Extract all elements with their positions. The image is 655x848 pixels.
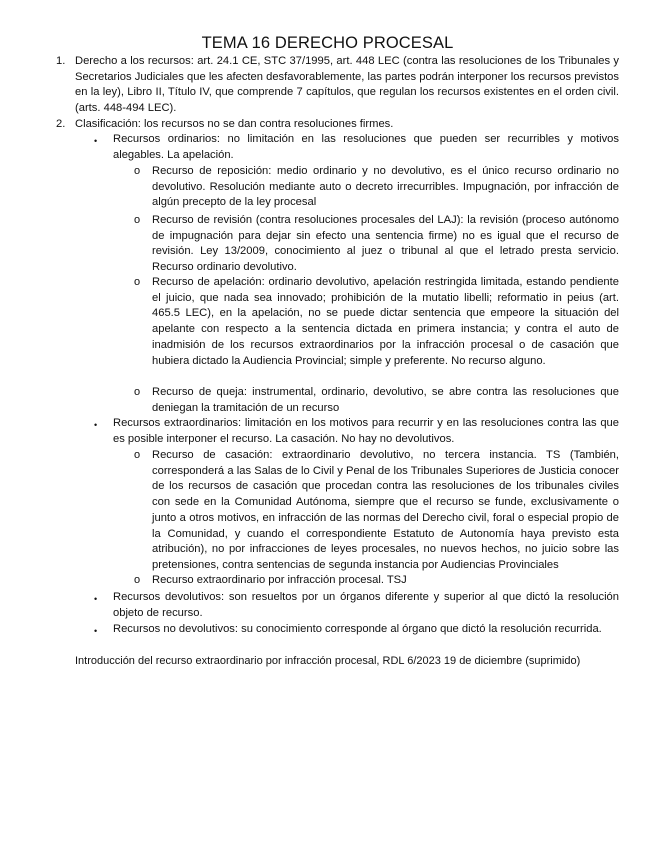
bullet-extraordinarios-text: Recursos extraordinarios: limitación en los motivos para recurrir y en las resoluciones contra las que es posible interponer el recurso. La casación. No hay no devolutivos. <box>113 417 619 445</box>
sub-apelacion-text: Recurso de apelación: ordinario devolutivo, apelación restringida limitada, estando pendiente el juicio, que nada sea innovado; prohibición de la mutatio libelli; reformatio in peius (art. 465.5 LEC), en la apelación, no se puede dictar sentencia que empeore la situación del apelante con respecto a la sentencia dictada en primera instancia; y contra el auto de inadmisión de los recursos extraordinarios por la infracción procesal o de casación que hubiera dictado la Audiencia Provincial; simple y preferente. No recurso alguno. <box>152 276 619 367</box>
bullet-marker-ordinarios: • <box>94 136 98 146</box>
sub-casacion-text: Recurso de casación: extraordinario devolutivo, no tercera instancia. TS (También, corresponderá a las Salas de lo Civil y Penal de los Tribunales Superiores de Justicia conocer de los recursos de casación que procedan contra las resoluciones de los tribunales civiles con sede en la Comunidad Autónoma, siempre que el recurso se funde, exclusivamente o junto a otros motivos, en infracción de las normas del Derecho civil, foral o especial propio de la Comunidad, y cuando el correspondiente Estatuto de Autonomía haya previsto esta atribución), no por infracciones de leyes procesales, no nuevos hechos, no juicio sobre las pretensiones, contra sentencias de segunda instancia por Audiencias Provinciales <box>152 449 619 571</box>
bullet-marker-extraordinarios: • <box>94 420 98 430</box>
bullet-ordinarios-text: Recursos ordinarios: no limitación en las resoluciones que pueden ser recurribles y motivos alegables. La apelación. <box>113 133 619 161</box>
footer-note: Introducción del recurso extraordinario por infracción procesal, RDL 6/2023 19 de diciembre (suprimido) <box>75 655 581 667</box>
sub-marker-casacion: o <box>134 449 141 461</box>
bullet-marker-devolutivos: • <box>94 594 98 604</box>
sub-marker-queja: o <box>134 386 141 398</box>
list-number-1: 1. <box>56 55 66 67</box>
bullet-devolutivos-text: Recursos devolutivos: son resueltos por un órganos diferente y superior al que dictó la resolución objeto de recurso. <box>113 591 619 619</box>
sub-marker-apelacion: o <box>134 276 141 288</box>
item-2-text: Clasificación: los recursos no se dan contra resoluciones firmes. <box>75 118 394 130</box>
bullet-no-devolutivos-text: Recursos no devolutivos: su conocimiento corresponde al órgano que dictó la resolución recurrida. <box>113 623 602 635</box>
list-number-2: 2. <box>56 118 66 130</box>
page-title: TEMA 16 DERECHO PROCESAL <box>201 34 454 52</box>
sub-marker-infraccion: o <box>134 574 141 586</box>
sub-queja-text: Recurso de queja: instrumental, ordinario, devolutivo, se abre contra las resoluciones que deniegan la tramitación de un recurso <box>152 386 619 414</box>
sub-marker-reposicion: o <box>134 165 141 177</box>
sub-revision-text: Recurso de revisión (contra resoluciones procesales del LAJ): la revisión (proceso autónomo de impugnación para dejar sin efecto una sentencia firme) no es igual que el recurso de revisión. Ley 13/2009, conocimiento al juez o tribunal al que el letrado presta servicio. Recurso ordinario devolutivo. <box>152 214 619 274</box>
bullet-marker-no-devolutivos: • <box>94 626 98 636</box>
sub-marker-revision: o <box>134 214 141 226</box>
sub-reposicion-text: Recurso de reposición: medio ordinario y no devolutivo, es el único recurso ordinario no devolutivo. Resolución mediante auto o decreto irrecurribles. Impugnación, por infracción de algún precepto de la ley procesal <box>152 165 619 209</box>
sub-infraccion-text: Recurso extraordinario por infracción procesal. TSJ <box>152 574 407 586</box>
item-1-text: Derecho a los recursos: art. 24.1 CE, STC 37/1995, art. 448 LEC (contra las resoluciones de los Tribunales y Secretarios Judiciales que les afecten desfavorablemente, las partes podrán interponer los recursos previstos en la ley), Libro II, Título IV, que comprende 7 capítulos, que regulan los recursos existentes en el orden civil. (arts. 448-494 LEC). <box>75 55 619 115</box>
